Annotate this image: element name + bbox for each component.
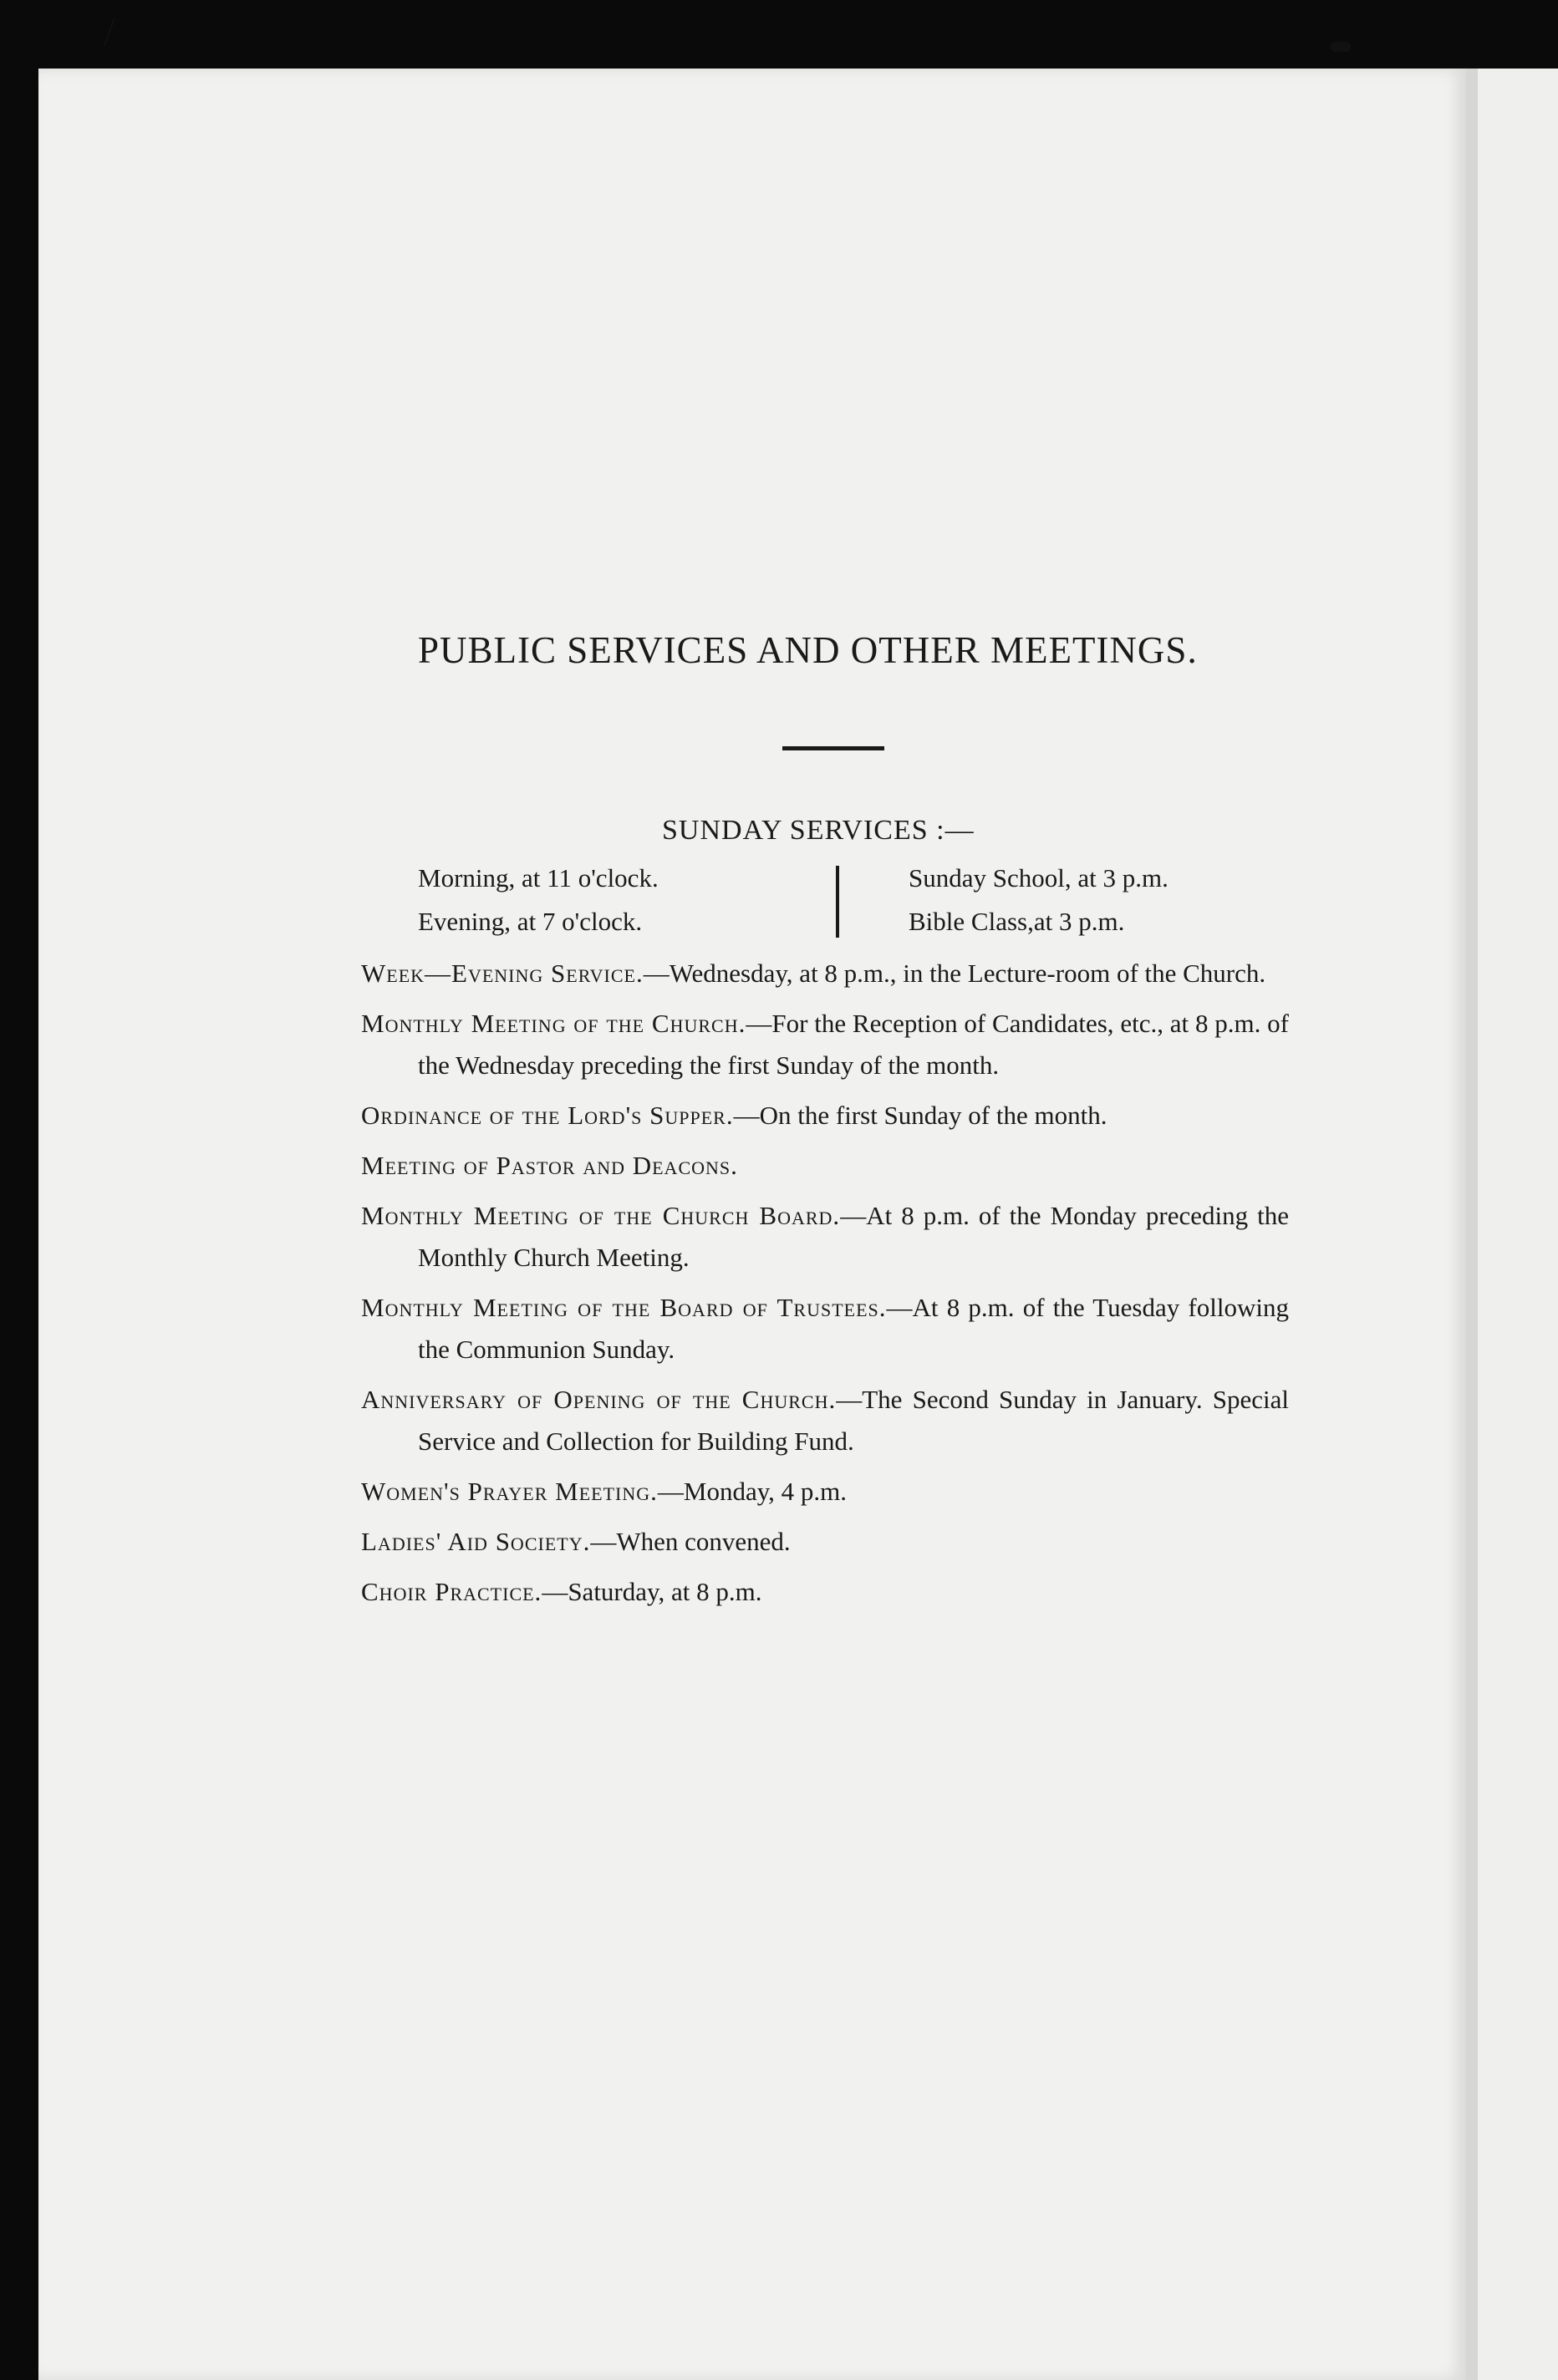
entry-text: —Saturday, at 8 p.m.	[542, 1577, 762, 1606]
list-item	[361, 1095, 1289, 1137]
entry-text: —Wednesday, at 8 p.m., in the Lecture-room of the Church.	[643, 959, 1266, 988]
list-item	[361, 1287, 1289, 1371]
entry-text: —For the Reception of Candidates, etc., at 8 p.m. of the Wednesday preceding the first Sunday of the month.	[418, 1009, 1289, 1080]
entry-text: —At 8 p.m. of the Tuesday following the Communion Sunday.	[418, 1293, 1289, 1364]
entry-label: Monthly Meeting of the Board of Trustees.	[361, 1293, 887, 1322]
list-item	[361, 1379, 1289, 1462]
entry-text: —At 8 p.m. of the Monday preceding the Monthly Church Meeting.	[418, 1201, 1290, 1272]
list-item	[361, 1195, 1289, 1279]
sunday-services-right	[909, 857, 1168, 943]
entry-label: Monthly Meeting of the Church Board.	[361, 1201, 841, 1230]
list-item	[361, 1521, 1289, 1563]
entry-label: Choir Practice.	[361, 1577, 542, 1606]
page-title: PUBLIC SERVICES AND OTHER MEETINGS.	[418, 629, 1198, 671]
sunday-services-heading: SUNDAY SERVICES :—	[662, 815, 975, 846]
entry-text: —On the first Sunday of the month.	[733, 1101, 1107, 1130]
entry-label: Women's Prayer Meeting.	[361, 1477, 658, 1506]
list-item	[361, 1471, 1289, 1513]
list-item	[361, 1145, 1289, 1187]
list-item	[361, 1003, 1289, 1086]
entry-label: Monthly Meeting of the Church.	[361, 1009, 746, 1038]
service-time: Morning, at 11 o'clock.	[418, 863, 659, 892]
service-time: Bible Class,at 3 p.m.	[909, 907, 1125, 936]
entry-label: Meeting of Pastor and Deacons.	[361, 1151, 738, 1180]
entry-label: Anniversary of Opening of the Church.	[361, 1385, 837, 1414]
list-item	[361, 1571, 1289, 1613]
column-divider	[836, 866, 839, 938]
service-time: Sunday School, at 3 p.m.	[909, 863, 1168, 892]
entry-label: Ladies' Aid Society.	[361, 1527, 591, 1556]
title-rule	[782, 746, 884, 750]
service-time: Evening, at 7 o'clock.	[418, 907, 643, 936]
entry-text: —The Second Sunday in January. Special Service and Collection for Building Fund.	[418, 1385, 1289, 1456]
next-page-edge	[1466, 69, 1558, 2380]
entry-label: Ordinance of the Lord's Supper.	[361, 1101, 734, 1130]
meetings-list	[361, 953, 1289, 1621]
entry-label: Week—Evening Service.	[361, 959, 644, 988]
entry-text: —Monday, 4 p.m.	[657, 1477, 848, 1506]
entry-text: —When convened.	[590, 1527, 791, 1556]
sunday-services-left	[418, 857, 659, 943]
scan-mark	[1331, 42, 1351, 52]
list-item	[361, 953, 1289, 994]
scan-mark	[104, 18, 115, 47]
